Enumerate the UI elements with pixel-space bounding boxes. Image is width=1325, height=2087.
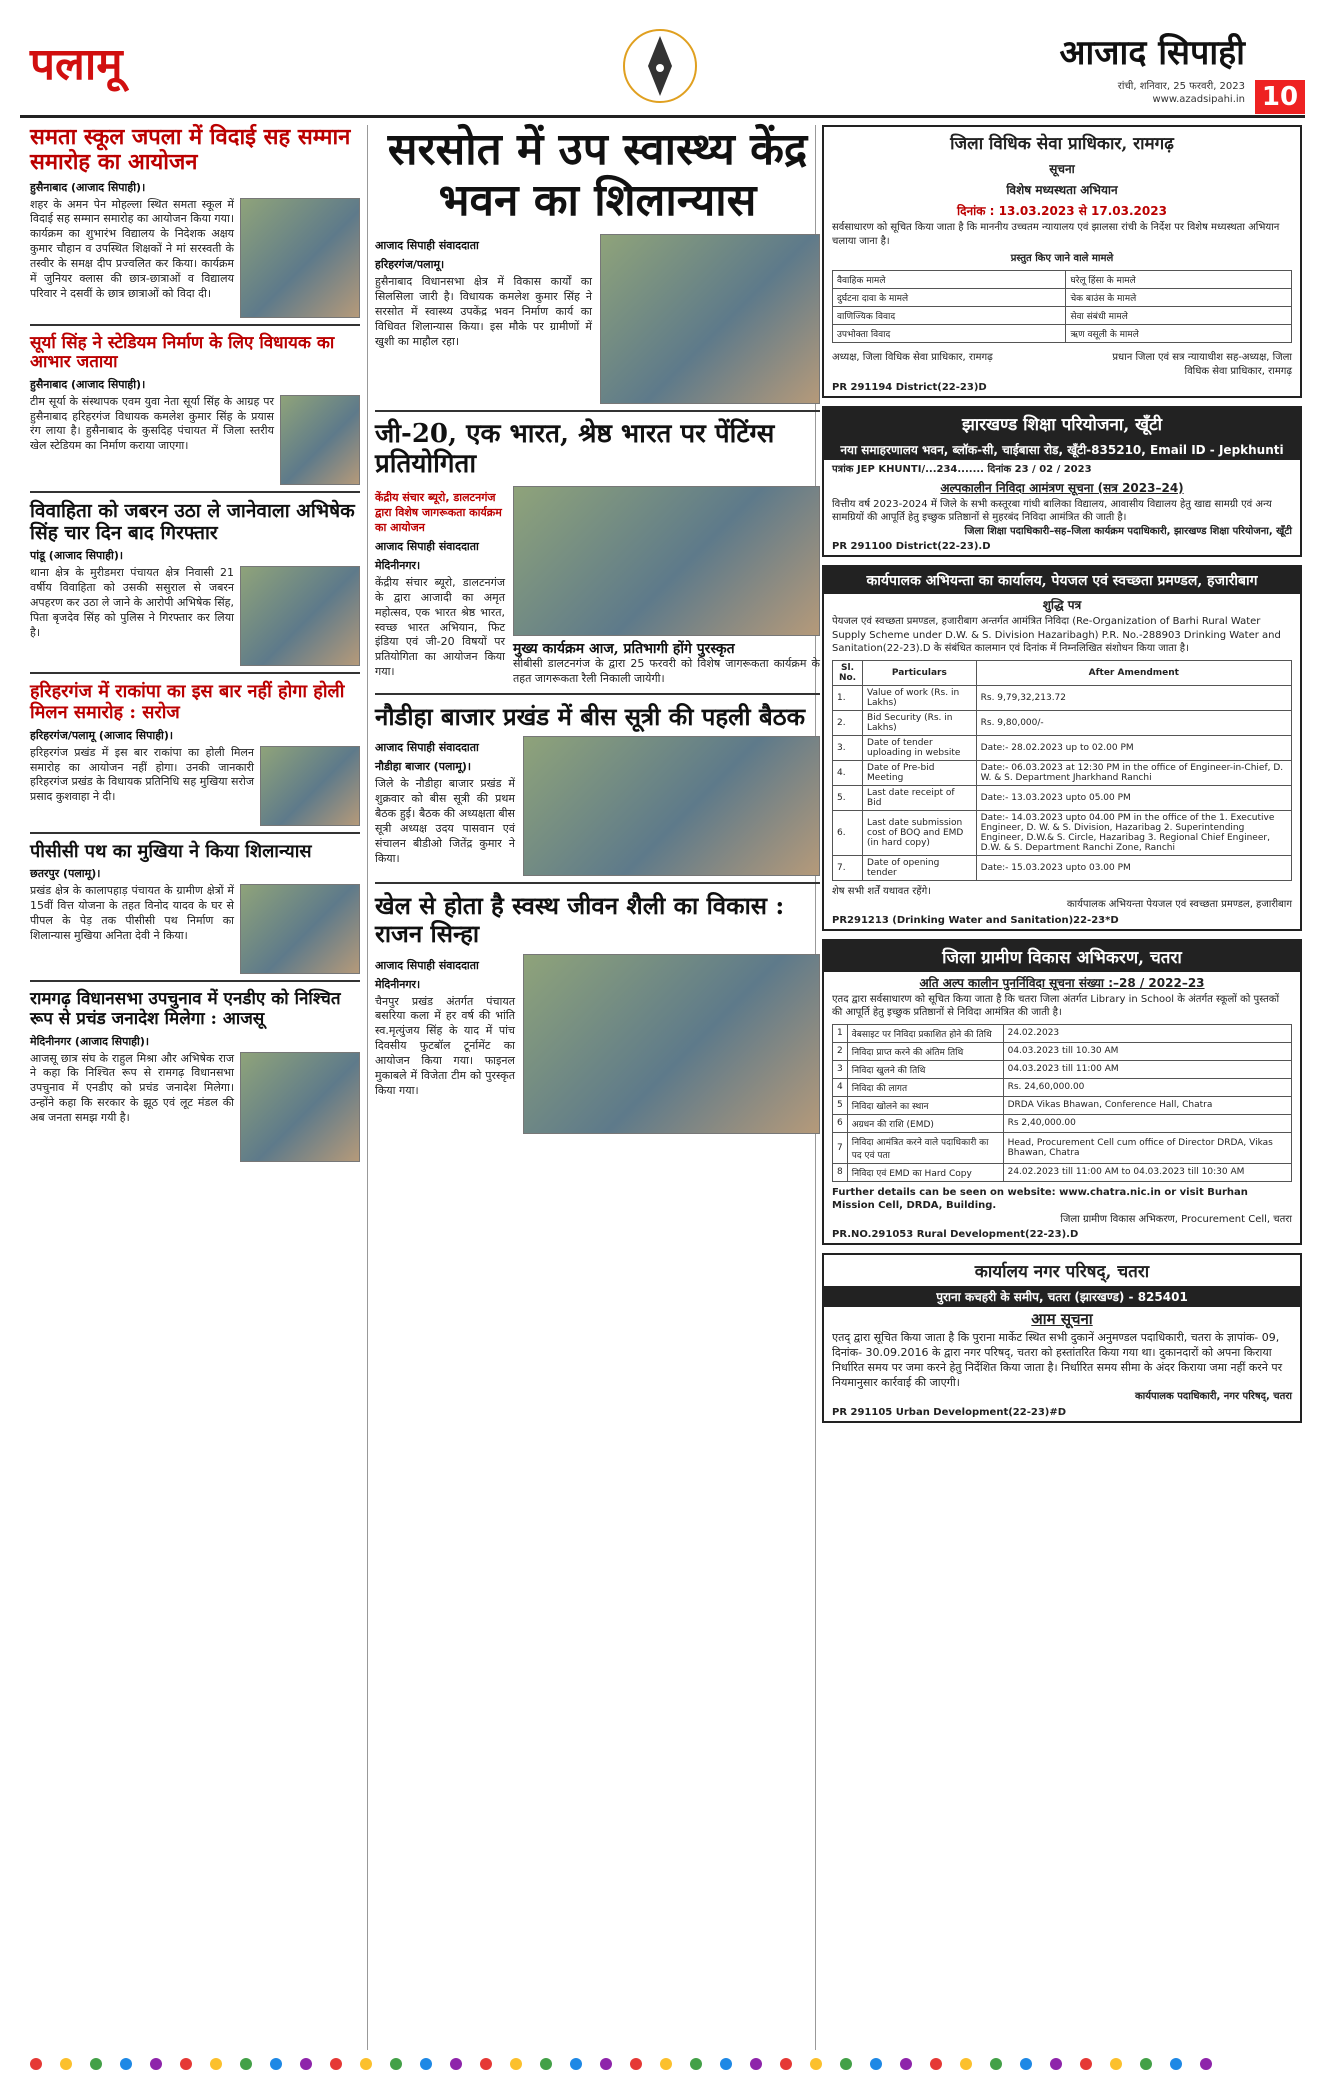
notice-label: सूचना <box>1049 162 1075 176</box>
table-row <box>833 1024 1292 1042</box>
table-cell: वैवाहिक मामले <box>833 271 1066 289</box>
decorative-dot <box>1170 2058 1182 2070</box>
notice-body: एतद द्वारा सर्वसाधारण को सूचित किया जाता है कि चतरा जिला अंतर्गत Library in School के अंतर्गत स्कूलों को पुस्तकों की आपूर्ति हेतु इच्छुक प्रतिष्ठानों से निविदा आमंत्रित की जाती है। <box>832 993 1280 1018</box>
table-cell: DRDA Vikas Bhawan, Conference Hall, Chatra <box>1003 1096 1291 1114</box>
story-headline: हरिहरगंज में राकांपा का इस बार नहीं होगा होली मिलन समारोह : सरोज <box>30 681 345 724</box>
story-byline: आजाद सिपाही संवाददाता <box>375 741 479 755</box>
story-photo <box>513 486 820 636</box>
footer-color-strip <box>30 2055 1295 2069</box>
table-cell: Head, Procurement Cell cum office of Director DRDA, Vikas Bhawan, Chatra <box>1003 1132 1291 1163</box>
table-cell: Rs. 9,79,32,213.72 <box>976 685 1291 710</box>
decorative-dot <box>180 2058 192 2070</box>
table-row <box>833 1060 1292 1078</box>
table-row <box>833 1132 1292 1163</box>
notice-body: पेयजल एवं स्वच्छता प्रमण्डल, हजारीबाग अन्तर्गत आमंत्रित निविदा (Re-Organization of Barhi Rural Water Supply Scheme under D.W. & S. Division Hazaribagh) P.R. No.-288903 Drinking Water and Sanitation(22-23).D के संबंधित कालमान एवं दिनांक में निम्नलिखित संशोधन किया जाता है। <box>832 616 1281 654</box>
table-cell: Date of Pre-bid Meeting <box>863 760 977 785</box>
notice-signature: जिला शिक्षा पदाधिकारी–सह–जिला कार्यक्रम पदाधिकारी, झारखण्ड शिक्षा परियोजना, खूँटी <box>964 525 1292 537</box>
table-cell: 5. <box>833 785 863 810</box>
decorative-dot <box>450 2058 462 2070</box>
amendment-table <box>832 660 1292 881</box>
notice-signature: जिला ग्रामीण विकास अभिकरण, Procurement Cell, चतरा <box>1060 1213 1292 1225</box>
story-byline: हरिहरगंज/पलामू (आजाद सिपाही)। <box>30 728 174 742</box>
table-cell: 4 <box>833 1078 848 1096</box>
story-photo <box>260 746 360 826</box>
table-row <box>833 810 1292 855</box>
decorative-dot <box>690 2058 702 2070</box>
notice-reference: पत्रांक JEP KHUNTI/...234....... दिनांक 23 / 02 / 2023 <box>832 464 1092 475</box>
story-byline: हुसैनाबाद (आजाद सिपाही)। <box>30 377 146 391</box>
table-cell: निविदा की लागत <box>847 1078 1003 1096</box>
table-cell: घरेलू हिंसा के मामले <box>1066 271 1292 289</box>
story-photo <box>240 198 360 318</box>
notice-signature: प्रधान जिला एवं सत्र न्यायाधीश सह-अध्यक्ष, जिला विधिक सेवा प्राधिकार, रामगढ़ <box>1112 352 1292 377</box>
table-cell: Value of work (Rs. in Lakhs) <box>863 685 977 710</box>
news-story <box>30 125 360 326</box>
decorative-dot <box>540 2058 552 2070</box>
table-cell: 04.03.2023 till 10.30 AM <box>1003 1042 1291 1060</box>
table-cell: Date of tender uploading in website <box>863 735 977 760</box>
story-subheadline: मुख्य कार्यक्रम आज, प्रतिभागी होंगे पुरस्कृत <box>513 640 735 657</box>
decorative-dot <box>960 2058 972 2070</box>
education-tender-notice <box>822 406 1302 557</box>
notice-pr-number: PR 291194 District(22-23)D <box>832 382 987 393</box>
story-photo <box>240 1052 360 1162</box>
table-row <box>833 710 1292 735</box>
table-cell: चेक बाउंस के मामले <box>1066 289 1292 307</box>
notice-note: शेष सभी शर्तें यथावत रहेंगे। <box>832 885 932 897</box>
table-cell: Date:- 13.03.2023 upto 05.00 PM <box>976 785 1291 810</box>
table-cell: 04.03.2023 till 11:00 AM <box>1003 1060 1291 1078</box>
table-cell: उपभोक्ता विवाद <box>833 325 1066 343</box>
table-cell: Date of opening tender <box>863 855 977 880</box>
decorative-dot <box>1080 2058 1092 2070</box>
table-row <box>833 785 1292 810</box>
tender-details-table <box>832 1024 1292 1182</box>
table-row <box>833 289 1292 307</box>
table-cell: 4. <box>833 760 863 785</box>
table-cell: 7 <box>833 1132 848 1163</box>
notice-note: Further details can be seen on website: www.chatra.nic.in or visit Burhan Mission Cell, DRDA, Building. <box>832 1186 1248 1211</box>
story-byline: आजाद सिपाही संवाददाता <box>375 539 479 553</box>
municipal-public-notice <box>822 1253 1302 1423</box>
table-cell: निविदा आमंत्रित करने वाले पदाधिकारी का पद एवं पता <box>847 1132 1003 1163</box>
story-dateline: नौडीहा बाजार (पलामू)। <box>375 760 472 774</box>
story-headline: खेल से होता है स्वस्थ जीवन शैली का विकास : राजन सिन्हा <box>375 891 785 948</box>
table-cell: Last date receipt of Bid <box>863 785 977 810</box>
story-body: हरिहरगंज प्रखंड में इस बार राकांपा का होली मिलन समारोह का आयोजन नहीं होगा। उनकी जानकारी हरिहरगंज प्रखंड के विधायक प्रतिनिधि सह मुखिया सरोज प्रसाद कुशवाहा ने दी। <box>30 745 254 804</box>
table-row <box>833 307 1292 325</box>
decorative-dot <box>900 2058 912 2070</box>
news-story <box>375 420 820 695</box>
lead-headline: सरसोत में उप स्वास्थ्य केंद्र भवन का शिलान्यास <box>387 124 808 226</box>
news-story <box>375 892 820 1139</box>
story-headline: रामगढ़ विधानसभा उपचुनाव में एनडीए को निश्चित रूप से प्रचंड जनादेश मिलेगा : आजसू <box>30 989 341 1029</box>
story-byline: हुसैनाबाद (आजाद सिपाही)। <box>30 180 146 194</box>
notice-dates: दिनांक : 13.03.2023 से 17.03.2023 <box>957 204 1167 218</box>
story-headline: समता स्कूल जपला में विदाई सह सम्मान समारोह का आयोजन <box>30 124 351 176</box>
story-dateline: हरिहरगंज/पलामू। <box>375 258 445 272</box>
notice-title: जिला विधिक सेवा प्राधिकार, रामगढ़ <box>950 134 1174 154</box>
table-cell: Date:- 15.03.2023 upto 03.00 PM <box>976 855 1291 880</box>
table-cell: 2 <box>833 1042 848 1060</box>
pen-nib-icon <box>620 26 700 106</box>
story-headline: पीसीसी पथ का मुखिया ने किया शिलान्यास <box>30 840 312 862</box>
table-row <box>833 1163 1292 1181</box>
decorative-dot <box>390 2058 402 2070</box>
notice-signature: कार्यपालक अभियन्ता पेयजल एवं स्वच्छता प्रमण्डल, हजारीबाग <box>1066 899 1292 910</box>
decorative-dot <box>1020 2058 1032 2070</box>
table-cell: 2. <box>833 710 863 735</box>
table-row <box>833 735 1292 760</box>
table-cell: 6 <box>833 1114 848 1132</box>
story-headline: जी-20, एक भारत, श्रेष्ठ भारत पर पेंटिंग्स प्रतियोगिता <box>375 419 775 480</box>
notice-subtitle: अति अल्प कालीन पुनर्निविदा सूचना संख्या :–28 / 2022–23 <box>919 975 1205 990</box>
case-types-table <box>832 270 1292 343</box>
story-body: केंद्रीय संचार ब्यूरो, डालटनगंज के द्वारा आजादी का अमृत महोत्सव, एक भारत श्रेष्ठ भारत, स्वच्छ भारत अभियान, फिट इंडिया एवं जी-20 विषयों पर प्रतियोगिता का आयोजन किया गया। <box>375 575 505 679</box>
table-row <box>833 271 1292 289</box>
story-photo <box>240 566 360 666</box>
lead-story <box>375 125 820 412</box>
story-body: थाना क्षेत्र के मुरीडमरा पंचायत क्षेत्र निवासी 21 वर्षीय विवाहिता को उसकी ससुराल से जबरन अपहरण कर उठा ले जाने के आरोपी अभिषेक सिंह, पिता बृजदेव सिंह को पुलिस ने गिरफ्तार कर लिया है। <box>30 566 234 639</box>
decorative-dot <box>60 2058 72 2070</box>
newspaper-brand: आजाद सिपाही <box>1059 33 1245 73</box>
decorative-dot <box>270 2058 282 2070</box>
table-cell: Date:- 14.03.2023 upto 04.00 PM in the office of the 1. Executive Engineer, D. W. & S. Division, Hazaribag 2. Superintending Engineer, D.W.& S. Circle, Hazaribag 3. Regional Chief Engineer, D.W. & S. Department Ranchi Zone, Ranchi <box>976 810 1291 855</box>
story-photo <box>523 736 820 876</box>
decorative-dot <box>630 2058 642 2070</box>
notice-signature: कार्यपालक पदाधिकारी, नगर परिषद्, चतरा <box>1134 1391 1292 1403</box>
story-byline: पांडू (आजाद सिपाही)। <box>30 549 124 563</box>
story-subbody: सीबीसी डालटनगंज के द्वारा 25 फरवरी को विशेष जागरूकता कार्यक्रम के तहत जागरूकता रैली निकाली जायेगी। <box>513 657 820 685</box>
table-cell: निविदा प्राप्त करने की अंतिम तिथि <box>847 1042 1003 1060</box>
table-row <box>833 855 1292 880</box>
portrait-photo <box>280 395 360 485</box>
notice-address: पुराना कचहरी के समीप, चतरा (झारखण्ड) - 825401 <box>824 1286 1300 1307</box>
table-cell: 8 <box>833 1163 848 1181</box>
story-byline: मेदिनीनगर (आजाद सिपाही)। <box>30 1034 150 1048</box>
notice-body: वित्तीय वर्ष 2023-2024 में जिले के सभी कस्तूरबा गांधी बालिका विद्यालय, आवासीय विद्यालय हेतु खाद्य सामग्री एवं अन्य सामग्रियों की आपूर्ति हेतु इच्छुक प्रतिष्ठानों से मुहरबंद निविदा आमंत्रित की जाती है। <box>832 498 1272 523</box>
corrigendum-notice <box>822 565 1302 931</box>
notice-pr-number: PR.NO.291053 Rural Development(22-23).D <box>832 1229 1079 1240</box>
table-cell: अग्रधन की राशि (EMD) <box>847 1114 1003 1132</box>
table-cell: 24.02.2023 <box>1003 1024 1291 1042</box>
notices-column <box>822 125 1302 1423</box>
notice-pr-number: PR291213 (Drinking Water and Sanitation)22-23*D <box>832 914 1119 926</box>
decorative-dot <box>480 2058 492 2070</box>
news-story <box>375 703 820 885</box>
table-cell: वेबसाइट पर निविदा प्रकाशित होने की तिथि <box>847 1024 1003 1042</box>
table-header-cell: Sl. No. <box>833 660 863 685</box>
story-body: टीम सूर्या के संस्थापक एवम युवा नेता सूर्या सिंह के आग्रह पर हुसैनाबाद हरिहरगंज विधायक कमलेश कुमार सिंह के प्रयास रंग लाया है। हुसैनाबाद के कुसदिह पंचायत में जिला स्तरीय खेल स्टेडियम का निर्माण कराया जाएगा। <box>30 394 274 453</box>
table-cell: Rs. 9,80,000/- <box>976 710 1291 735</box>
decorative-dot <box>1110 2058 1122 2070</box>
page-number-badge: 10 <box>1255 80 1305 114</box>
notice-pr-number: PR 291100 District(22-23).D <box>832 541 991 552</box>
news-story <box>30 334 360 493</box>
decorative-dot <box>90 2058 102 2070</box>
table-cell: 6. <box>833 810 863 855</box>
story-body: हुसैनाबाद विधानसभा क्षेत्र में विकास कार्यों का सिलसिला जारी है। विधायक कमलेश कुमार सिंह ने सरसोत में स्वास्थ्य उपकेंद्र भवन निर्माण कार्य का विधिवत शिलान्यास किया। इस मौके पर ग्रामीणों में खुशी का माहौल रहा। <box>375 275 592 348</box>
decorative-dot <box>120 2058 132 2070</box>
notice-title: कार्यालय नगर परिषद्, चतरा <box>974 1262 1150 1282</box>
decorative-dot <box>1200 2058 1212 2070</box>
notice-subtitle: अल्पकालीन निविदा आमंत्रण सूचना (सत्र 2023–24) <box>940 480 1184 495</box>
notice-subtitle: विशेष मध्यस्थता अभियान <box>1006 183 1118 197</box>
table-cell: 3. <box>833 735 863 760</box>
table-header-cell: After Amendment <box>976 660 1291 685</box>
decorative-dot <box>210 2058 222 2070</box>
table-cell: निविदा खोलने का स्थान <box>847 1096 1003 1114</box>
story-body: आजसू छात्र संघ के राहुल मिश्रा और अभिषेक राज ने कहा कि निश्चित रूप से रामगढ़ विधानसभा उपचुनाव में एनडीए को प्रचंड जनादेश मिलेगा। उन्होंने कहा कि सरकार के झूठ एवं लूट मंडल की अब जनता समझ गयी है। <box>30 1051 234 1124</box>
decorative-dot <box>930 2058 942 2070</box>
story-body: शहर के अमन पेन मोहल्ला स्थित समता स्कूल में विदाई सह सम्मान समारोह का आयोजन किया गया। कार्यक्रम का शुभारंभ विद्यालय के निदेशक अक्षय कुमार चौहान व उपस्थित शिक्षकों ने मां सरस्वती के तस्वीर के समक्ष दीप प्रज्वलित कर किया। कार्यक्रम में जुनियर क्लास की छात्र-छात्राओं व विद्यालय परिवार ने दसवीं के छात्र छात्राओं को विदा दी। <box>30 197 234 300</box>
notice-address: नया समाहरणालय भवन, ब्लॉक-सी, चाईबासा रोड, खूँटी-835210, Email ID - Jepkhunti <box>824 439 1300 460</box>
section-name: पलामू <box>30 39 123 90</box>
notice-body: एतद् द्वारा सूचित किया जाता है कि पुराना मार्केट स्थित सभी दुकानें अनुमण्डल पदाधिकारी, चतरा के ज्ञापांक- 09, दिनांक- 30.09.2016 के द्वारा नगर परिषद्, चतरा को हस्तांतरित किया गया था। दुकानदारों को अपना किराया निर्धारित समय पर जमा करने हेतु निर्देशित किया जाता है। निर्धारित समय सीमा के अंदर किराया जमा नहीं करने पर नियमानुसार कार्रवाई की जाएगी। <box>832 1331 1283 1389</box>
table-cell: सेवा संबंधी मामले <box>1066 307 1292 325</box>
table-row <box>833 1042 1292 1060</box>
notice-title: कार्यपालक अभियन्ता का कार्यालय, पेयजल एवं स्वच्छता प्रमण्डल, हजारीबाग <box>824 567 1300 594</box>
decorative-dot <box>570 2058 582 2070</box>
story-caption: केंद्रीय संचार ब्यूरो, डालटनगंज द्वारा विशेष जागरूकता कार्यक्रम का आयोजन <box>375 490 502 534</box>
decorative-dot <box>240 2058 252 2070</box>
issue-date: रांची, शनिवार, 25 फरवरी, 2023 <box>1117 81 1245 92</box>
decorative-dot <box>360 2058 372 2070</box>
decorative-dot <box>840 2058 852 2070</box>
table-cell: 5 <box>833 1096 848 1114</box>
decorative-dot <box>720 2058 732 2070</box>
legal-services-notice <box>822 125 1302 398</box>
story-dateline: मेदिनीनगर। <box>375 977 421 991</box>
table-cell: दुर्घटना दावा के मामले <box>833 289 1066 307</box>
table-row <box>833 325 1292 343</box>
notice-signature: अध्यक्ष, जिला विधिक सेवा प्राधिकार, रामगढ़ <box>832 352 993 363</box>
website-url[interactable]: www.azadsipahi.in <box>1152 94 1245 105</box>
notice-title: जिला ग्रामीण विकास अभिकरण, चतरा <box>824 941 1300 972</box>
story-byline: छतरपुर (पलामू)। <box>30 867 101 881</box>
table-cell: Rs 2,40,000.00 <box>1003 1114 1291 1132</box>
decorative-dot <box>750 2058 762 2070</box>
table-cell: वाणिज्यिक विवाद <box>833 307 1066 325</box>
notice-table-heading: प्रस्तुत किए जाने वाले मामले <box>1010 253 1114 264</box>
story-body: प्रखंड क्षेत्र के कालापहाड़ पंचायत के ग्रामीण क्षेत्रों में 15वीं वित्त योजना के तहत विनोद यादव के घर से पीपल के पेड़ तक पीसीसी पथ निर्माण का शिलान्यास मुखिया अनिता देवी ने किया। <box>30 884 234 942</box>
decorative-dot <box>810 2058 822 2070</box>
table-header-cell: Particulars <box>863 660 977 685</box>
table-cell: Bid Security (Rs. in Lakhs) <box>863 710 977 735</box>
left-news-column <box>30 125 360 1176</box>
notice-subtitle: आम सूचना <box>1031 1310 1093 1328</box>
story-body: जिले के नौडीहा बाजार प्रखंड में शुक्रवार को बीस सूत्री की प्रथम बैठक हुई। बैठक की अध्यक्षता बीस सूत्री अध्यक्ष उदय पासवान एवं संचालन बीडीओ जितेंद्र कुमार ने किया। <box>375 777 515 865</box>
decorative-dot <box>660 2058 672 2070</box>
story-headline: सूर्या सिंह ने स्टेडियम निर्माण के लिए विधायक का आभार जताया <box>30 332 335 373</box>
news-story <box>30 682 360 833</box>
decorative-dot <box>780 2058 792 2070</box>
decorative-dot <box>990 2058 1002 2070</box>
table-row <box>833 685 1292 710</box>
masthead <box>20 18 1305 118</box>
story-headline: नौडीहा बाजार प्रखंड में बीस सूत्री की पहली बैठक <box>375 701 806 731</box>
decorative-dot <box>30 2058 42 2070</box>
table-row <box>833 1078 1292 1096</box>
table-row <box>833 1096 1292 1114</box>
decorative-dot <box>510 2058 522 2070</box>
table-row <box>833 1114 1292 1132</box>
decorative-dot <box>300 2058 312 2070</box>
table-cell: निविदा एवं EMD का Hard Copy <box>847 1163 1003 1181</box>
notice-title: झारखण्ड शिक्षा परियोजना, खूँटी <box>824 408 1300 439</box>
table-cell: Date:- 28.02.2023 up to 02.00 PM <box>976 735 1291 760</box>
story-byline: आजाद सिपाही संवाददाता <box>375 958 479 972</box>
story-byline: आजाद सिपाही संवाददाता <box>375 239 479 253</box>
decorative-dot <box>870 2058 882 2070</box>
table-cell: 1 <box>833 1024 848 1042</box>
story-photo <box>600 234 820 404</box>
decorative-dot <box>1050 2058 1062 2070</box>
notice-body: सर्वसाधारण को सूचित किया जाता है कि माननीय उच्चतम न्यायालय एवं झालसा रांची के निर्देश पर विशेष मध्यस्थता अभियान चलाया जाना है। <box>832 222 1280 247</box>
table-cell: 7. <box>833 855 863 880</box>
table-cell: ऋण वसूली के मामले <box>1066 325 1292 343</box>
decorative-dot <box>330 2058 342 2070</box>
news-story <box>30 990 360 1167</box>
table-row <box>833 760 1292 785</box>
decorative-dot <box>420 2058 432 2070</box>
table-cell: निविदा खुलने की तिथि <box>847 1060 1003 1078</box>
table-cell: 24.02.2023 till 11:00 AM to 04.03.2023 till 10:30 AM <box>1003 1163 1291 1181</box>
table-cell: Date:- 06.03.2023 at 12:30 PM in the office of Engineer-in-Chief, D. W. & S. Department Jharkhand Ranchi <box>976 760 1291 785</box>
column-divider <box>367 125 368 2050</box>
notice-pr-number: PR 291105 Urban Development(22-23)#D <box>832 1406 1067 1418</box>
news-story <box>30 501 360 675</box>
table-cell: 1. <box>833 685 863 710</box>
story-photo <box>523 954 820 1134</box>
table-cell: Rs. 24,60,000.00 <box>1003 1078 1291 1096</box>
table-cell: 3 <box>833 1060 848 1078</box>
decorative-dot <box>600 2058 612 2070</box>
decorative-dot <box>1140 2058 1152 2070</box>
rural-development-tender-notice <box>822 939 1302 1246</box>
story-body: चैनपुर प्रखंड अंतर्गत पंचायत बसरिया कला में हर वर्ष की भांति स्व.मृत्युंजय सिंह के याद में पांच दिवसीय फुटबॉल टूर्नामेंट का आयोजन किया गया। फाइनल मुकाबले में विजेता टीम को पुरस्कृत किया गया। <box>375 994 515 1097</box>
story-photo <box>240 884 360 974</box>
story-headline: विवाहिता को जबरन उठा ले जानेवाला अभिषेक सिंह चार दिन बाद गिरफ्तार <box>30 499 355 544</box>
story-dateline: मेदिनीनगर। <box>375 558 421 572</box>
table-cell: Last date submission cost of BOQ and EMD (in hard copy) <box>863 810 977 855</box>
decorative-dot <box>150 2058 162 2070</box>
news-story <box>30 842 360 983</box>
notice-label: शुद्धि पत्र <box>1042 598 1082 612</box>
center-news-column <box>375 125 820 1148</box>
